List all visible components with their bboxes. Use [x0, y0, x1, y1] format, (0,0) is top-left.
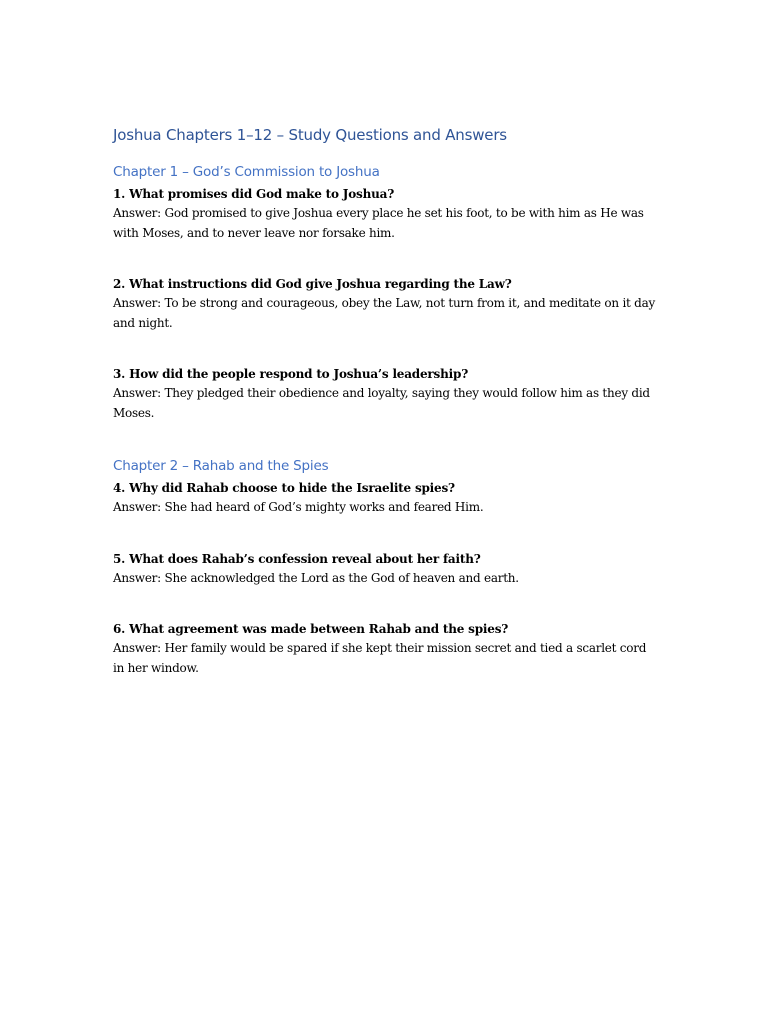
question-answer-item — [113, 275, 658, 333]
spacer — [113, 588, 658, 620]
question-answer-item — [113, 550, 658, 589]
question-answer-item — [113, 365, 658, 423]
spacer — [113, 518, 658, 550]
question-text: 1. What promises did God make to Joshua? — [113, 187, 395, 201]
answer-text: Answer: To be strong and courageous, obey the Law, not turn from it, and meditate on it day and night. — [113, 296, 656, 330]
question-text: 2. What instructions did God give Joshua regarding the Law? — [113, 277, 512, 291]
document-title: Joshua Chapters 1–12 – Study Questions and Answers — [113, 126, 507, 144]
question-answer-item — [113, 620, 658, 678]
spacer — [113, 423, 658, 457]
spacer — [113, 333, 658, 365]
question-text: 4. Why did Rahab choose to hide the Israelite spies? — [113, 481, 455, 495]
question-text: 3. How did the people respond to Joshua’s leadership? — [113, 367, 469, 381]
answer-text: Answer: God promised to give Joshua every place he set his foot, to be with him as He was with Moses, and to never leave nor forsake him. — [113, 206, 644, 240]
question-text: 6. What agreement was made between Rahab and the spies? — [113, 622, 509, 636]
answer-text: Answer: She had heard of God’s mighty works and feared Him. — [113, 500, 484, 514]
answer-text: Answer: Her family would be spared if she kept their mission secret and tied a scarlet cord in her window. — [113, 641, 647, 675]
answer-text: Answer: She acknowledged the Lord as the God of heaven and earth. — [113, 570, 519, 585]
chapter-section — [113, 457, 658, 678]
question-answer-item — [113, 185, 658, 243]
document-page — [113, 124, 658, 678]
question-answer-item — [113, 479, 658, 518]
chapter-heading: Chapter 2 – Rahab and the Spies — [113, 458, 329, 474]
question-text: 5. What does Rahab’s confession reveal about her faith? — [113, 551, 481, 566]
chapter-section — [113, 163, 658, 423]
spacer — [113, 243, 658, 275]
chapter-heading: Chapter 1 – God’s Commission to Joshua — [113, 164, 380, 180]
answer-text: Answer: They pledged their obedience and loyalty, saying they would follow him as they did Moses. — [113, 386, 650, 420]
